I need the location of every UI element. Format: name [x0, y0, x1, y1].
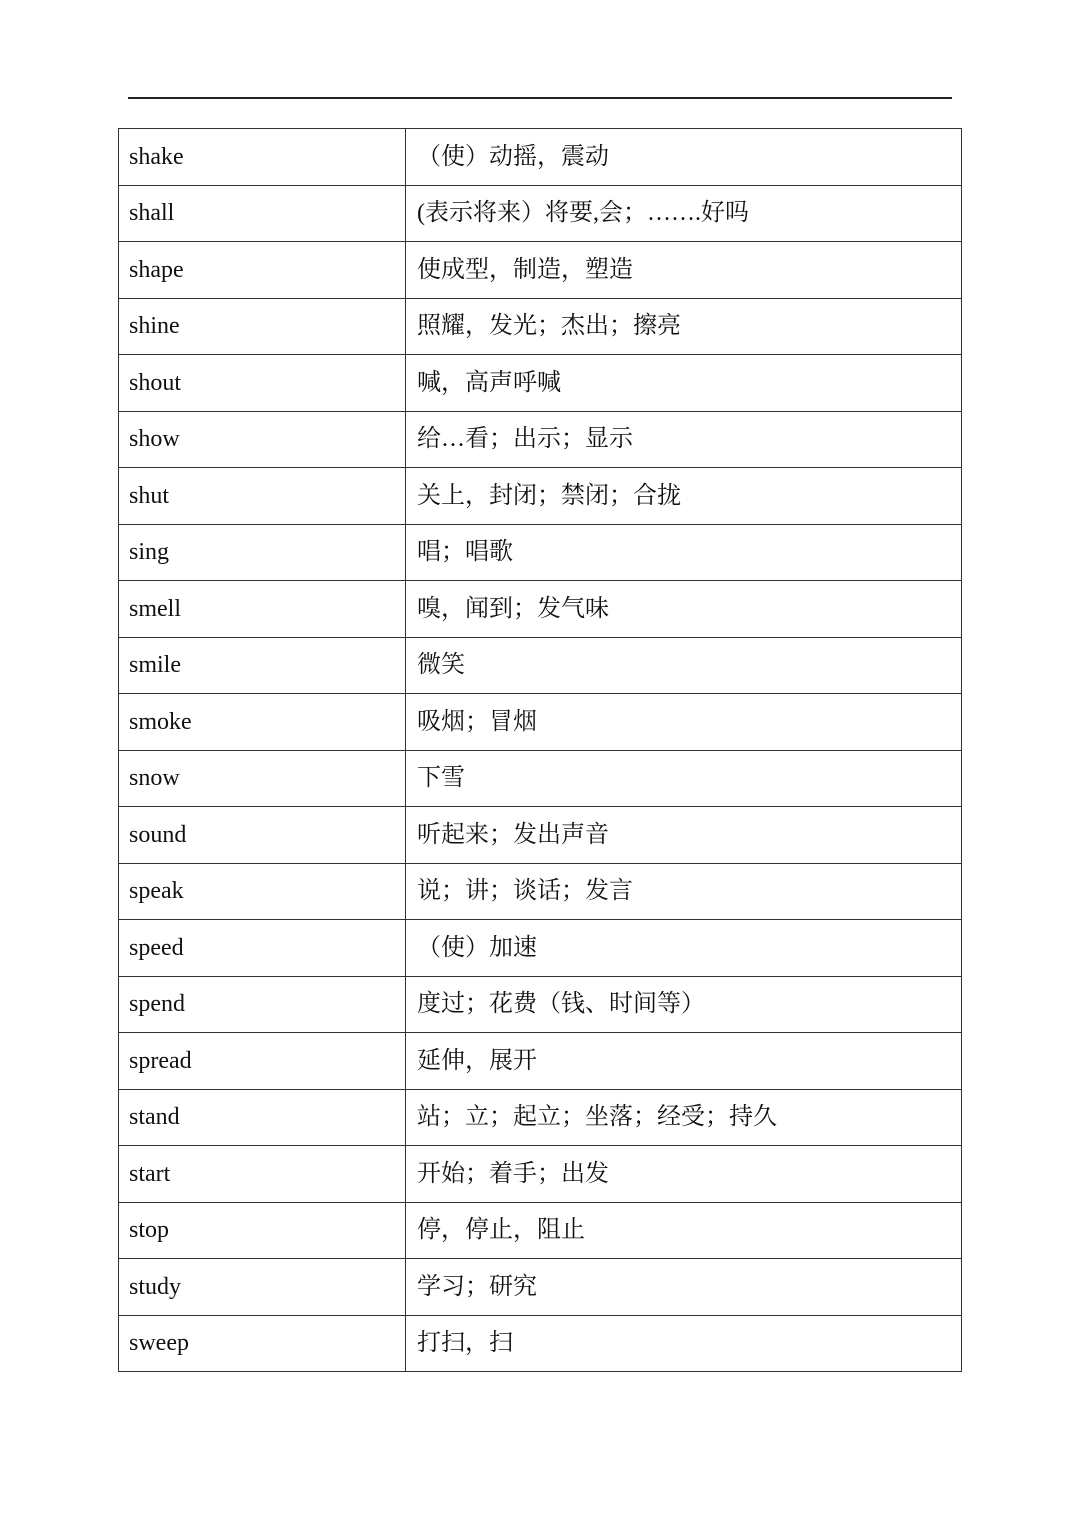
meaning-cell: (表示将来）将要,会；…….好吗 — [406, 185, 962, 242]
table-row — [119, 1315, 962, 1372]
table-row — [119, 411, 962, 468]
table-row — [119, 694, 962, 751]
meaning-cell: 开始；着手；出发 — [406, 1146, 962, 1203]
word-cell: sweep — [119, 1315, 406, 1372]
word-cell: study — [119, 1259, 406, 1316]
word-cell: speed — [119, 920, 406, 977]
word-cell: smell — [119, 581, 406, 638]
table-row — [119, 468, 962, 525]
word-cell: stop — [119, 1202, 406, 1259]
word-cell: smoke — [119, 694, 406, 751]
table-row — [119, 920, 962, 977]
table-row — [119, 750, 962, 807]
word-cell: spread — [119, 1033, 406, 1090]
word-cell: spend — [119, 976, 406, 1033]
meaning-cell: 说；讲；谈话；发言 — [406, 863, 962, 920]
word-cell: show — [119, 411, 406, 468]
meaning-cell: 使成型，制造，塑造 — [406, 242, 962, 299]
table-row — [119, 129, 962, 186]
table-row — [119, 1202, 962, 1259]
table-row — [119, 581, 962, 638]
table-row — [119, 863, 962, 920]
meaning-cell: （使）动摇，震动 — [406, 129, 962, 186]
meaning-cell: 度过；花费（钱、时间等） — [406, 976, 962, 1033]
meaning-cell: 照耀，发光；杰出；擦亮 — [406, 298, 962, 355]
header-rule — [128, 97, 952, 99]
word-cell: speak — [119, 863, 406, 920]
table-row — [119, 185, 962, 242]
meaning-cell: 下雪 — [406, 750, 962, 807]
table-row — [119, 1033, 962, 1090]
table-row — [119, 242, 962, 299]
meaning-cell: 打扫，扫 — [406, 1315, 962, 1372]
meaning-cell: 嗅，闻到；发气味 — [406, 581, 962, 638]
meaning-cell: 学习；研究 — [406, 1259, 962, 1316]
table-row — [119, 1259, 962, 1316]
meaning-cell: 微笑 — [406, 637, 962, 694]
table-row — [119, 355, 962, 412]
meaning-cell: 停，停止，阻止 — [406, 1202, 962, 1259]
word-cell: sing — [119, 524, 406, 581]
word-cell: sound — [119, 807, 406, 864]
table-row — [119, 1146, 962, 1203]
word-cell: shut — [119, 468, 406, 525]
word-cell: shall — [119, 185, 406, 242]
word-cell: shape — [119, 242, 406, 299]
table-row — [119, 524, 962, 581]
meaning-cell: 唱；唱歌 — [406, 524, 962, 581]
word-cell: shake — [119, 129, 406, 186]
table-row — [119, 298, 962, 355]
meaning-cell: 站；立；起立；坐落；经受；持久 — [406, 1089, 962, 1146]
vocabulary-table-body — [119, 129, 962, 1372]
word-cell: start — [119, 1146, 406, 1203]
word-cell: snow — [119, 750, 406, 807]
meaning-cell: （使）加速 — [406, 920, 962, 977]
meaning-cell: 延伸，展开 — [406, 1033, 962, 1090]
vocabulary-table — [118, 128, 962, 1372]
word-cell: shout — [119, 355, 406, 412]
table-row — [119, 807, 962, 864]
table-row — [119, 637, 962, 694]
meaning-cell: 听起来；发出声音 — [406, 807, 962, 864]
meaning-cell: 给…看；出示；显示 — [406, 411, 962, 468]
word-cell: stand — [119, 1089, 406, 1146]
word-cell: smile — [119, 637, 406, 694]
word-cell: shine — [119, 298, 406, 355]
meaning-cell: 喊，高声呼喊 — [406, 355, 962, 412]
table-row — [119, 1089, 962, 1146]
meaning-cell: 吸烟；冒烟 — [406, 694, 962, 751]
meaning-cell: 关上，封闭；禁闭；合拢 — [406, 468, 962, 525]
table-row — [119, 976, 962, 1033]
